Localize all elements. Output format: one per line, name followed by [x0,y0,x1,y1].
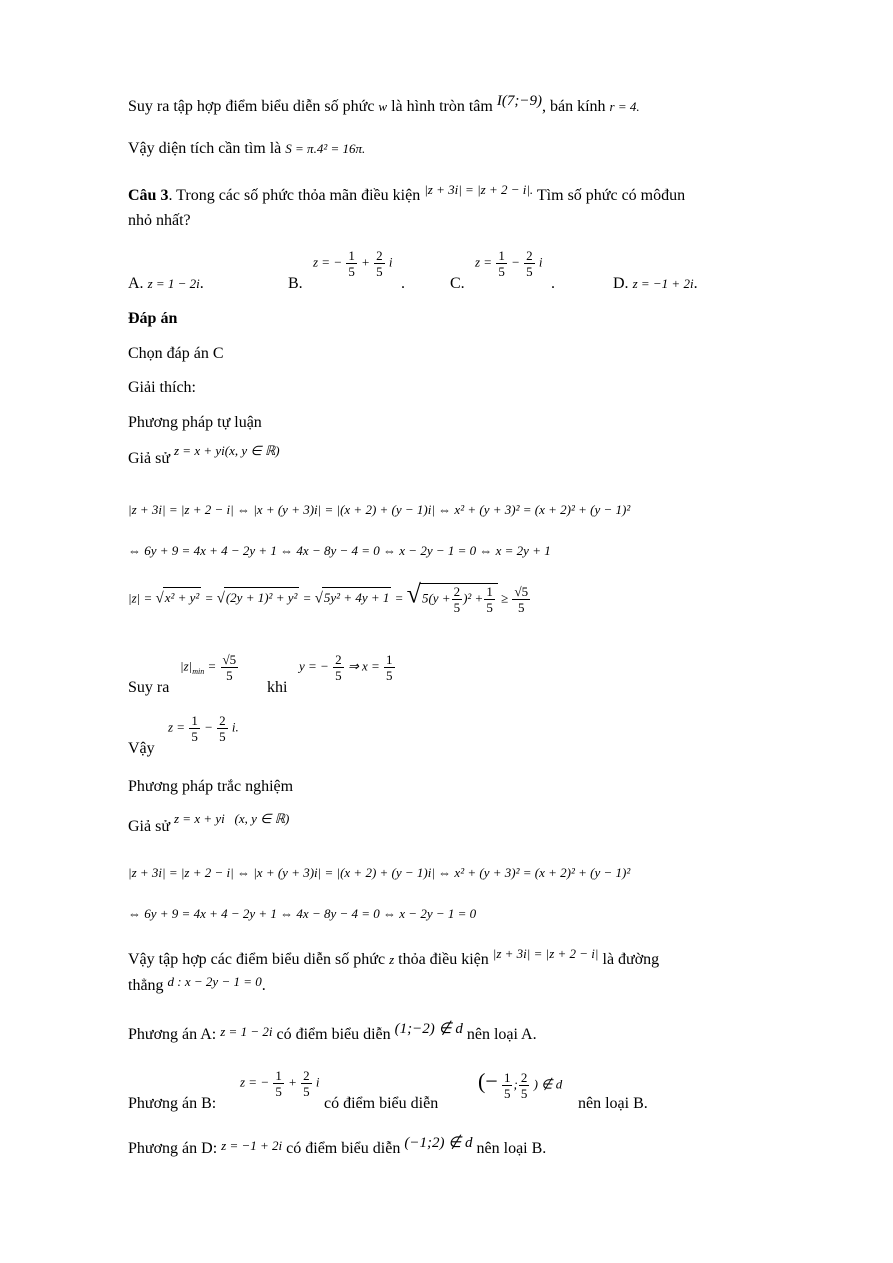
option-a-label: A. [128,275,144,292]
equation-3 [128,579,531,615]
text: , bán kính [541,98,606,115]
text: Giả sử [128,450,170,467]
explanation-heading: Giải thích: [128,379,196,396]
math-part: i. [231,719,239,735]
math-point [478,1070,562,1101]
fraction [502,1070,513,1101]
num: 2 [303,1068,310,1083]
fraction [512,584,530,615]
math-assume: z = x + yi(x, y ∈ ℝ) [174,443,280,458]
math-part: i [315,1074,320,1090]
math-point: (1;−2) ∉ d [394,1021,463,1037]
text: Vậy diện tích cần tìm là [128,140,282,157]
text: Vậy [128,740,155,757]
method-1-heading: Phương pháp tự luận [128,414,262,431]
text: Phương án D: [128,1140,218,1157]
radicand: 5y² + 4y + 1 [322,587,391,608]
num: √5 [222,652,237,667]
text: thỏa điều kiện [398,951,489,968]
method-2-heading: Phương pháp trắc nghiệm [128,778,294,795]
answer-choice: Chọn đáp án C [128,345,224,362]
dot: . [261,977,266,994]
den: 5 [303,1084,310,1099]
math-z [240,1068,320,1099]
text: thẳng [128,977,164,994]
assume-2 [128,811,290,837]
math-part: z = [168,719,186,735]
text: nhỏ nhất? [128,212,191,229]
den: 5 [219,729,226,744]
num: 1 [191,713,198,728]
equation-1: |z + 3i| = |z + 2 − i| ⇔ |x + (y + 3)i| = |(x + 2) + (y − 1)i| ⇔ x² + (y + 3)² = (x + 2)² + (y − 1)² [128,502,631,517]
op: + [361,254,370,270]
num: 1 [498,248,505,263]
num: 1 [275,1068,282,1083]
op: = [207,658,217,674]
fraction [217,713,228,744]
set-conclusion-2 [128,976,266,996]
option-c-label: C. [450,275,465,292]
math-part: z = − [313,254,343,270]
equation-2: ⇔ 6y + 9 = 4x + 4 − 2y + 1 ⇔ 4x − 8y − 4 = 0 ⇔ x − 2y − 1 = 0 ⇔ x = 2y + 1 [128,543,551,558]
num: 2 [520,1070,528,1085]
answer-heading [128,309,177,329]
den: 5 [526,264,533,279]
math-z: z = −1 + 2i [221,1138,283,1153]
dot: . [199,275,204,292]
dot: . [551,275,555,292]
math-condition: |z + 3i| = |z + 2 − i|. [424,182,534,197]
fraction [273,1068,284,1099]
fraction [496,248,507,279]
equation-4: |z + 3i| = |z + 2 − i| ⇔ |x + (y + 3)i| = |(x + 2) + (y − 1)i| ⇔ x² + (y + 3)² = (x + 2)² + (y − 1)² [128,865,631,880]
text: nên loại B. [578,1095,648,1112]
math-part: )² + [463,590,484,606]
math-z [168,713,239,744]
math-point: (−1;2) ∉ d [404,1135,473,1151]
fraction [484,584,495,615]
math-part: 5 [421,590,429,606]
den: 5 [348,264,355,279]
op: − [204,719,213,735]
set-conclusion-1 [128,946,660,970]
text: Suy ra [128,679,170,696]
fraction [346,248,357,279]
radical-icon: √ [314,590,323,607]
radicand: x² + y² [163,587,202,608]
option-d-check [128,1135,547,1159]
math-part: i [388,254,393,270]
num: 2 [376,248,383,263]
math-part: y = − [299,658,329,674]
option-a-check [128,1021,537,1045]
subscript: min [192,667,205,677]
line-dien-tich [128,139,365,159]
math-z: z [389,952,395,967]
math-assume: z = x + yi (x, y ∈ ℝ) [174,811,290,826]
math-y [299,652,396,683]
option-a [128,274,204,294]
num: 2 [335,652,342,667]
fraction [333,652,344,683]
option-b-math [313,248,393,279]
math-part: z = [475,254,493,270]
den: 5 [376,264,383,279]
radical-icon: √ [406,579,421,609]
num: 1 [503,1070,511,1085]
fraction [189,713,200,744]
option-d-label: D. [613,275,629,292]
math-part: ) ∉ d [533,1076,563,1092]
text: Phương án B: [128,1095,217,1112]
math-part: i [538,254,543,270]
math-line: d : x − 2y − 1 = 0 [167,974,262,989]
num: 1 [386,652,393,667]
text: Giả sử [128,818,170,835]
num: √5 [514,584,529,599]
math-part: |z| = [128,590,153,606]
text: có điểm biểu diễn [276,1026,391,1043]
text: nên loại B. [476,1140,547,1157]
den: 5 [226,668,233,683]
options [128,248,828,302]
text: Phương án A: [128,1026,217,1043]
num: 2 [526,248,533,263]
op: = [204,590,214,606]
den: 5 [520,1086,528,1101]
math-min [180,652,239,683]
op: = [302,590,312,606]
fraction [519,1070,530,1101]
text: . Trong các số phức thỏa mãn điều kiện [168,187,421,204]
den: 5 [498,264,505,279]
den: 5 [453,600,461,615]
math-part: z = − [240,1074,270,1090]
fraction [384,652,395,683]
math-part: ⇒ x = [347,658,380,674]
text: Tìm số phức có môđun [536,187,686,204]
assume-1 [128,443,280,469]
num: 1 [348,248,355,263]
fraction [221,652,239,683]
question-line-2 [128,211,191,231]
math-part: |z| [180,658,193,674]
math-area: S = π.4² = 16π. [285,141,366,156]
option-b-check [128,1068,828,1114]
radical-icon: √ [216,590,225,607]
op: = [394,590,404,606]
equation-5: ⇔ 6y + 9 = 4x + 4 − 2y + 1 ⇔ 4x − 8y − 4 = 0 ⇔ x − 2y − 1 = 0 [128,906,477,921]
radicand [420,583,498,615]
option-d-math: z = −1 + 2i [632,276,694,291]
den: 5 [486,600,493,615]
num: 2 [219,713,226,728]
fraction [374,248,385,279]
text: Vậy tập hợp các điểm biểu diễn số phức [128,951,386,968]
math-condition: |z + 3i| = |z + 2 − i| [492,946,599,961]
text: có điểm biểu diễn [286,1140,401,1157]
math-w: w [378,99,388,114]
math-radius: r = 4. [609,99,640,114]
line-tap-hop [128,93,640,117]
num: 2 [453,584,461,599]
text: khi [267,679,288,696]
option-b-label: B. [288,275,303,292]
dot: . [401,275,405,292]
fraction [524,248,535,279]
fraction [301,1068,312,1099]
math-part: (y + [428,590,451,606]
option-c-math [475,248,543,279]
num: 1 [486,584,493,599]
question-line-1 [128,182,686,206]
den: 5 [503,1086,511,1101]
math-center: I(7;−9) [496,93,542,109]
fraction [452,584,463,615]
op: ≥ [501,590,509,606]
dot: . [693,275,698,292]
text: Suy ra tập hợp điểm biểu diễn số phức [128,98,375,115]
radicand: (2y + 1)² + y² [224,587,300,608]
option-a-math: z = 1 − 2i [147,276,200,291]
den: 5 [191,729,198,744]
op: ; [513,1076,518,1092]
den: 5 [275,1084,282,1099]
math-part: (− [478,1068,498,1094]
text: nên loại A. [466,1026,537,1043]
option-d [613,274,698,294]
text: là đường [602,951,660,968]
math-z: z = 1 − 2i [220,1024,273,1039]
op: + [288,1074,297,1090]
answer-label: Đáp án [128,310,178,327]
text: có điểm biểu diễn [324,1095,439,1112]
den: 5 [518,600,525,615]
op: − [511,254,520,270]
den: 5 [386,668,393,683]
den: 5 [335,668,342,683]
question-label: Câu 3 [128,187,169,204]
radical-icon: √ [155,590,164,607]
text: là hình tròn tâm [391,98,493,115]
